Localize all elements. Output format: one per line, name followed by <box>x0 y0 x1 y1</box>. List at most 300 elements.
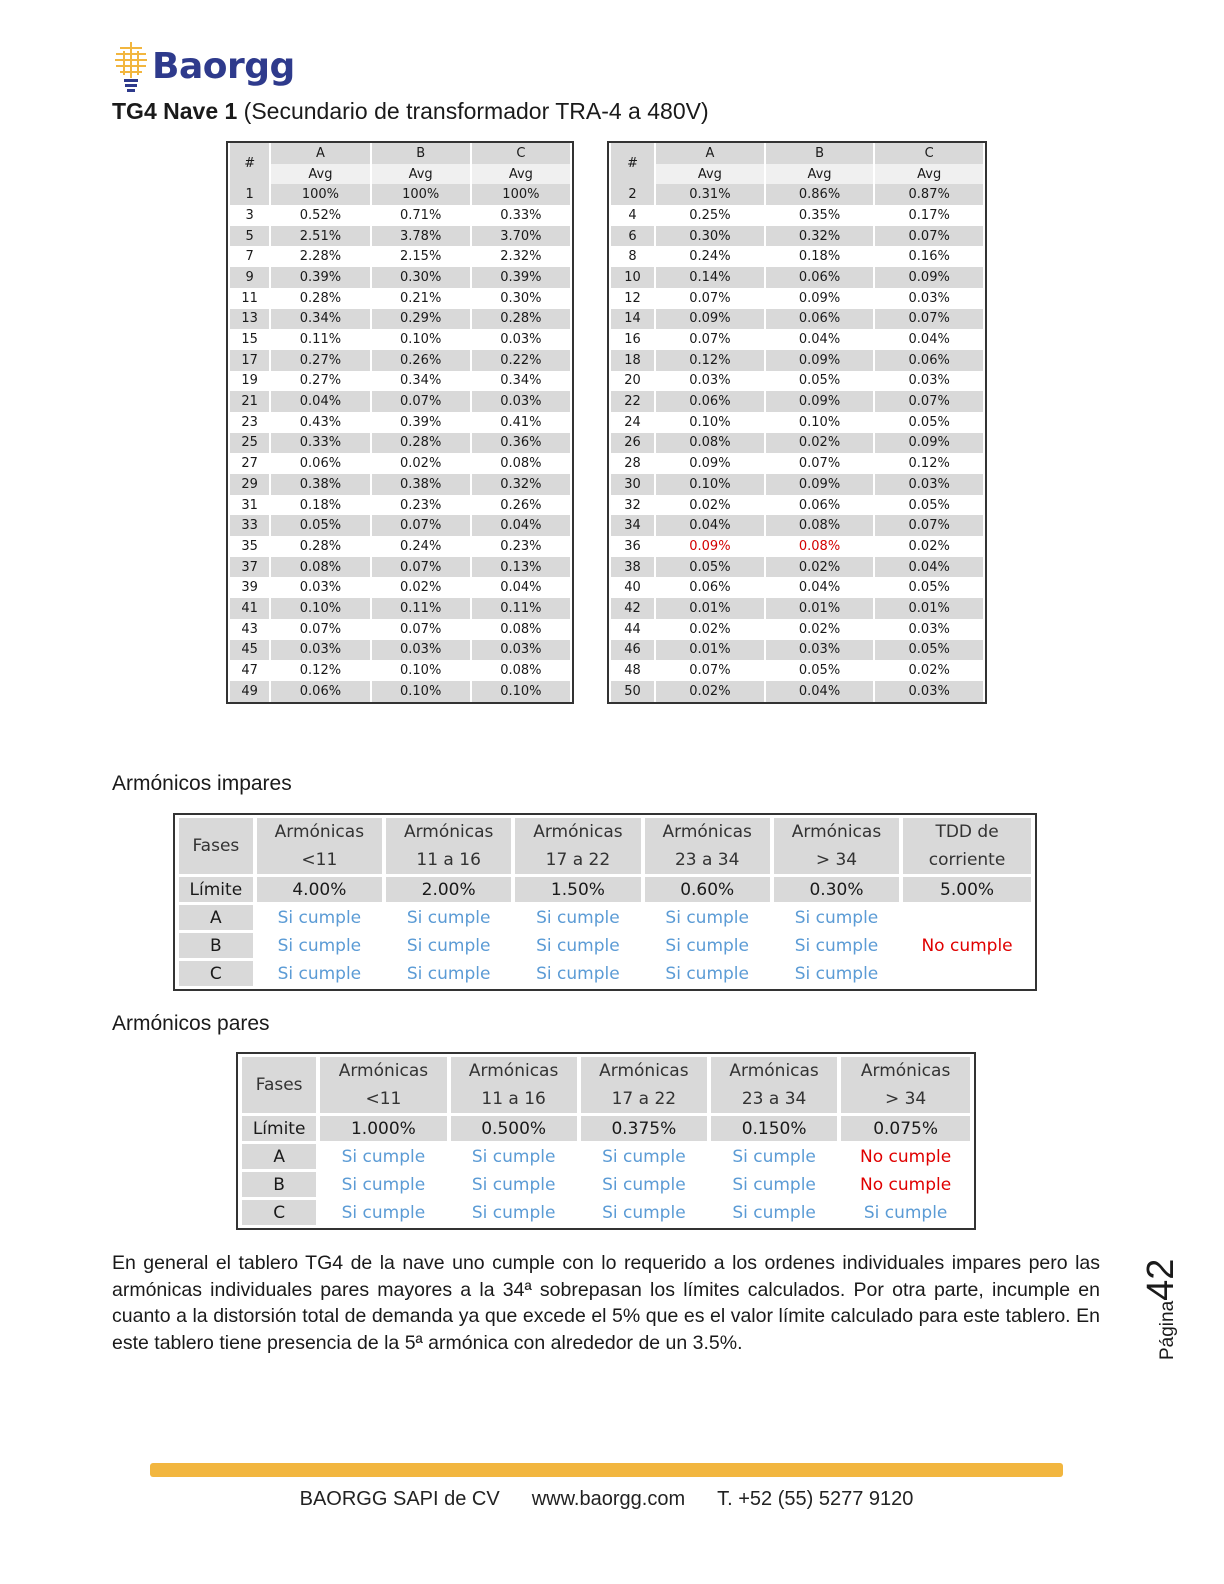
limit-label: Límite <box>179 877 253 902</box>
header-row <box>242 1057 970 1113</box>
limit-value: 4.00% <box>257 877 382 902</box>
limit-value: 0.60% <box>645 877 770 902</box>
harmonic-order: 5 <box>230 226 269 247</box>
lightbulb-icon <box>112 40 150 92</box>
phase-a-value: 0.10% <box>271 598 369 619</box>
phase-label: C <box>179 961 253 986</box>
phase-c-value: 0.07% <box>875 226 983 247</box>
col-a-avg: Avg <box>656 164 764 185</box>
phase-c-value: 0.02% <box>908 663 950 679</box>
compliance-status: No cumple <box>860 1146 952 1167</box>
table-row <box>611 495 983 516</box>
table-row <box>611 515 983 536</box>
harmonic-order: 14 <box>611 309 654 330</box>
phase-a-value: 0.01% <box>656 640 764 661</box>
phase-c-value: 0.32% <box>472 474 570 495</box>
phase-c-value: 0.03% <box>908 373 950 389</box>
phase-c-value: 3.70% <box>472 226 570 247</box>
column-header-line1: Armónicas <box>860 1061 951 1081</box>
phase-b-value: 0.06% <box>798 497 841 513</box>
compliance-status: Si cumple <box>341 1146 426 1167</box>
pares-compliance-table <box>236 1052 976 1230</box>
harmonic-order: 22 <box>611 391 654 412</box>
table-row <box>230 329 570 350</box>
impares-compliance-table <box>173 813 1037 991</box>
compliance-status: Si cumple <box>277 907 362 928</box>
table-row <box>611 205 983 226</box>
table-row <box>611 681 983 702</box>
phase-c-value: 0.05% <box>908 580 950 596</box>
page-num: 42 <box>1140 1258 1182 1301</box>
table-row <box>611 226 983 247</box>
pares-heading: Armónicos pares <box>112 1012 270 1035</box>
phase-b-value: 0.02% <box>400 456 442 472</box>
compliance-status: Si cumple <box>471 1202 556 1223</box>
phase-c-value: 0.28% <box>472 309 570 330</box>
harmonic-order: 16 <box>624 332 641 348</box>
phase-label: B <box>179 933 253 958</box>
footer-bar <box>150 1463 1063 1477</box>
column-header-line1: Armónicas <box>338 1061 429 1081</box>
phase-c-value: 0.03% <box>908 621 950 637</box>
col-b-avg: Avg <box>766 164 874 185</box>
compliance-status: Si cumple <box>536 907 620 928</box>
phase-c-value: 0.06% <box>875 350 983 371</box>
limit-value: 0.150% <box>711 1116 837 1141</box>
harmonic-order: 36 <box>624 538 641 554</box>
phase-a-value: 0.11% <box>299 332 342 348</box>
harmonic-order: 12 <box>624 290 641 306</box>
phase-label: A <box>242 1144 316 1169</box>
phase-a-value: 2.51% <box>271 226 369 247</box>
table-row <box>611 557 983 578</box>
col-c: C <box>875 143 983 164</box>
table-row <box>230 474 570 495</box>
table-row <box>611 660 983 681</box>
phase-c-value: 0.26% <box>500 497 542 513</box>
phase-c-value: 0.09% <box>875 267 983 288</box>
table-row <box>611 640 983 661</box>
compliance-status: Si cumple <box>406 935 491 956</box>
column-header-line1: Armónicas <box>403 822 494 842</box>
phase-c-value: 0.07% <box>875 309 983 330</box>
phase-a-value: 0.08% <box>656 433 764 454</box>
harmonic-order: 48 <box>624 663 641 679</box>
phase-b-value: 0.09% <box>766 350 874 371</box>
phase-row <box>179 905 1031 930</box>
phase-a-value: 0.05% <box>656 557 764 578</box>
harmonic-order: 11 <box>241 290 258 306</box>
col-a-avg: Avg <box>271 164 369 185</box>
column-header <box>581 1057 707 1113</box>
harmonic-order: 43 <box>241 621 258 637</box>
phase-b-value: 100% <box>372 184 470 205</box>
phase-a-value: 0.18% <box>299 497 342 513</box>
phase-b-value: 0.07% <box>372 515 470 536</box>
harmonic-order: 28 <box>624 456 641 472</box>
compliance-status: Si cumple <box>732 1202 816 1223</box>
phase-c-value: 0.10% <box>472 681 570 702</box>
phase-b-value: 0.07% <box>798 456 841 472</box>
column-header <box>645 818 770 874</box>
column-header-line2: 23 a 34 <box>741 1089 807 1109</box>
phase-b-value: 0.26% <box>372 350 470 371</box>
phase-a-value: 0.39% <box>271 267 369 288</box>
phase-c-value: 0.08% <box>500 621 542 637</box>
phase-b-value: 0.35% <box>798 207 841 223</box>
phase-b-value: 0.23% <box>400 497 442 513</box>
table-row <box>230 371 570 392</box>
compliance-status: Si cumple <box>732 1174 816 1195</box>
phase-b-value: 0.28% <box>372 433 470 454</box>
limit-value: 1.50% <box>515 877 640 902</box>
footer <box>150 1488 1063 1511</box>
harmonic-order: 35 <box>241 538 258 554</box>
phase-b-value: 0.21% <box>400 290 442 306</box>
phase-b-value: 0.08% <box>766 515 874 536</box>
compliance-status: Si cumple <box>406 907 491 928</box>
limit-label: Límite <box>242 1116 316 1141</box>
phase-a-value: 0.52% <box>299 207 342 223</box>
phase-a-value: 0.03% <box>271 640 369 661</box>
phase-row <box>242 1200 970 1225</box>
harmonic-order: 30 <box>611 474 654 495</box>
phase-b-value: 0.10% <box>372 681 470 702</box>
table-row <box>230 246 570 267</box>
table-row <box>611 453 983 474</box>
compliance-status: Si cumple <box>732 1146 816 1167</box>
harmonic-order: 39 <box>241 580 258 596</box>
phase-b-value: 0.34% <box>400 373 442 389</box>
phase-b-value: 0.18% <box>798 249 841 265</box>
phase-b-value: 0.05% <box>798 373 841 389</box>
table-row <box>230 619 570 640</box>
phase-a-value: 0.24% <box>689 249 731 265</box>
compliance-status: Si cumple <box>471 1146 556 1167</box>
phase-a-value: 0.07% <box>689 663 731 679</box>
col-num: # <box>611 143 654 184</box>
phase-a-value: 0.28% <box>299 538 342 554</box>
harmonic-order: 20 <box>624 373 641 389</box>
table-row <box>230 267 570 288</box>
compliance-status: Si cumple <box>277 935 362 956</box>
phase-label: A <box>179 905 253 930</box>
phase-b-value: 0.02% <box>766 433 874 454</box>
harmonic-order: 1 <box>230 184 269 205</box>
harmonic-order: 10 <box>611 267 654 288</box>
phase-a-value: 0.14% <box>656 267 764 288</box>
phase-c-value: 0.22% <box>472 350 570 371</box>
phase-b-value: 0.05% <box>798 663 841 679</box>
phase-b-value: 0.02% <box>766 557 874 578</box>
phase-b-value: 0.10% <box>400 663 442 679</box>
phase-b-value: 0.29% <box>372 309 470 330</box>
phase-b-value: 0.09% <box>766 474 874 495</box>
phase-a-value: 0.38% <box>271 474 369 495</box>
compliance-status: Si cumple <box>665 963 749 984</box>
harmonic-order: 24 <box>624 414 641 430</box>
phase-a-value: 0.27% <box>299 373 342 389</box>
phase-a-value: 0.28% <box>299 290 342 306</box>
column-header <box>841 1057 970 1113</box>
harmonic-order: 32 <box>624 497 641 513</box>
col-b-avg: Avg <box>372 164 470 185</box>
even-harmonics-body <box>611 184 983 701</box>
table-row <box>611 598 983 619</box>
col-a: A <box>271 143 369 164</box>
column-header <box>711 1057 837 1113</box>
table-row <box>230 391 570 412</box>
table-row <box>611 309 983 330</box>
column-header <box>515 818 640 874</box>
phase-a-value: 0.06% <box>299 456 342 472</box>
phase-b-value: 0.10% <box>798 414 841 430</box>
page-label: Página <box>1157 1300 1178 1360</box>
limit-value: 0.500% <box>451 1116 577 1141</box>
page-title <box>112 98 709 125</box>
footer-web[interactable]: www.baorgg.com <box>531 1488 686 1510</box>
harmonic-order: 42 <box>611 598 654 619</box>
table-row <box>611 391 983 412</box>
phase-c-value: 0.04% <box>908 332 950 348</box>
column-header <box>320 1057 446 1113</box>
harmonic-order: 17 <box>230 350 269 371</box>
compliance-status: Si cumple <box>536 963 620 984</box>
phase-b-value: 0.24% <box>400 538 442 554</box>
table-row <box>230 557 570 578</box>
phase-b-value: 0.06% <box>766 309 874 330</box>
limit-value: 0.30% <box>774 877 899 902</box>
phase-a-value: 0.12% <box>299 663 342 679</box>
harmonic-order: 38 <box>611 557 654 578</box>
column-header-line1: Armónicas <box>662 822 752 842</box>
compliance-status: Si cumple <box>602 1146 686 1167</box>
phase-a-value: 0.07% <box>689 332 731 348</box>
table-row <box>611 412 983 433</box>
phase-a-value: 0.04% <box>656 515 764 536</box>
phase-b-value: 0.07% <box>372 557 470 578</box>
column-header-line2: <11 <box>301 850 338 870</box>
page-number <box>1140 1240 1180 1360</box>
phase-a-value: 0.09% <box>656 309 764 330</box>
harmonic-order: 25 <box>230 433 269 454</box>
phase-c-value: 100% <box>472 184 570 205</box>
title-rest: (Secundario de transformador TRA-4 a 480V) <box>237 98 709 124</box>
phase-c-value: 0.08% <box>500 663 542 679</box>
column-header-line2: 11 a 16 <box>481 1089 546 1109</box>
table-row <box>230 288 570 309</box>
harmonic-order: 37 <box>230 557 269 578</box>
phase-a-value: 100% <box>271 184 369 205</box>
phase-c-value: 0.05% <box>908 414 950 430</box>
phase-a-value: 0.05% <box>271 515 369 536</box>
column-header-line1: Armónicas <box>274 822 365 842</box>
harmonic-order: 29 <box>230 474 269 495</box>
phase-label: B <box>242 1172 316 1197</box>
harmonic-order: 46 <box>611 640 654 661</box>
phase-c-value: 0.03% <box>472 640 570 661</box>
phase-b-value: 0.30% <box>372 267 470 288</box>
phase-a-value: 0.06% <box>689 580 731 596</box>
phase-b-value: 2.15% <box>400 249 442 265</box>
phase-b-value: 0.01% <box>766 598 874 619</box>
phase-c-value: 0.39% <box>472 267 570 288</box>
harmonic-order: 27 <box>241 456 258 472</box>
phase-c-value: 0.11% <box>472 598 570 619</box>
table-row <box>230 536 570 557</box>
phase-b-value: 0.86% <box>766 184 874 205</box>
phase-a-value: 0.09% <box>689 456 731 472</box>
tdd-result: No cumple <box>921 935 1013 956</box>
phase-c-value: 0.03% <box>875 474 983 495</box>
phase-b-value: 0.07% <box>400 621 442 637</box>
compliance-status: Si cumple <box>471 1174 556 1195</box>
phase-a-value: 2.28% <box>299 249 342 265</box>
phase-a-value: 0.03% <box>299 580 342 596</box>
compliance-status: Si cumple <box>794 963 879 984</box>
table-row <box>611 433 983 454</box>
table-row <box>611 619 983 640</box>
compliance-status: Si cumple <box>665 907 749 928</box>
col-a: A <box>656 143 764 164</box>
phase-row <box>242 1144 970 1169</box>
phase-a-value: 0.02% <box>689 621 731 637</box>
phase-b-value: 0.09% <box>766 391 874 412</box>
compliance-status: Si cumple <box>602 1202 686 1223</box>
harmonic-order: 34 <box>611 515 654 536</box>
harmonic-order: 26 <box>611 433 654 454</box>
table-row <box>230 515 570 536</box>
phase-c-value: 0.03% <box>908 290 950 306</box>
harmonic-order: 33 <box>230 515 269 536</box>
phase-a-value: 0.02% <box>689 497 731 513</box>
limit-value: 0.075% <box>841 1116 970 1141</box>
even-harmonics-table <box>607 141 987 704</box>
phase-b-value: 0.02% <box>400 580 442 596</box>
phase-a-value: 0.04% <box>271 391 369 412</box>
compliance-status: Si cumple <box>863 1202 948 1223</box>
phase-c-value: 0.03% <box>875 681 983 702</box>
tdd-limit: 5.00% <box>903 877 1031 902</box>
compliance-status: Si cumple <box>665 935 749 956</box>
column-header <box>386 818 511 874</box>
harmonic-order: 47 <box>241 663 258 679</box>
phase-c-value: 0.17% <box>908 207 950 223</box>
phase-b-value: 0.03% <box>766 640 874 661</box>
phase-a-value: 0.43% <box>299 414 342 430</box>
column-header-line2: > 34 <box>815 850 858 870</box>
table-row <box>611 350 983 371</box>
phase-label: C <box>242 1200 316 1225</box>
brand-name: Baorgg <box>152 45 295 87</box>
footer-phone: T. +52 (55) 5277 9120 <box>717 1488 914 1510</box>
phase-c-value: 2.32% <box>500 249 542 265</box>
phase-b-value: 0.03% <box>372 640 470 661</box>
phase-c-value: 0.01% <box>875 598 983 619</box>
column-header <box>257 818 382 874</box>
column-header-line2: 11 a 16 <box>416 850 481 870</box>
compliance-status: No cumple <box>860 1174 952 1195</box>
compliance-status: Si cumple <box>602 1174 686 1195</box>
harmonic-order: 19 <box>241 373 258 389</box>
phase-c-value: 0.04% <box>472 515 570 536</box>
harmonic-order: 15 <box>241 332 258 348</box>
limit-value: 2.00% <box>386 877 511 902</box>
table-row <box>230 226 570 247</box>
phase-a-value: 0.01% <box>656 598 764 619</box>
harmonic-order: 40 <box>624 580 641 596</box>
phase-a-value: 0.07% <box>689 290 731 306</box>
table-row <box>611 371 983 392</box>
table-row <box>230 412 570 433</box>
phase-a-value: 0.06% <box>271 681 369 702</box>
column-header-line2: 17 a 22 <box>545 850 611 870</box>
phase-b-value: 0.09% <box>798 290 841 306</box>
phase-c-value: 0.05% <box>875 640 983 661</box>
tdd-header-line2: corriente <box>928 850 1006 870</box>
phase-b-value: 0.02% <box>798 621 841 637</box>
table-row <box>230 598 570 619</box>
harmonic-order: 41 <box>230 598 269 619</box>
phase-c-value: 0.36% <box>472 433 570 454</box>
harmonic-order: 23 <box>241 414 258 430</box>
phase-c-value: 0.12% <box>908 456 950 472</box>
harmonic-order: 7 <box>245 249 254 265</box>
header-row <box>179 818 1031 874</box>
phase-c-value: 0.02% <box>908 538 950 554</box>
phase-a-value: 0.25% <box>689 207 731 223</box>
column-header-line2: > 34 <box>884 1089 927 1109</box>
phase-a-value: 0.08% <box>271 557 369 578</box>
tdd-header <box>903 818 1031 874</box>
phase-row <box>242 1172 970 1197</box>
phase-b-value: 0.08% <box>798 538 841 554</box>
harmonic-order: 31 <box>241 497 258 513</box>
column-header-line2: 23 a 34 <box>674 850 740 870</box>
col-c-avg: Avg <box>472 164 570 185</box>
phase-c-value: 0.09% <box>875 433 983 454</box>
column-header-line1: Armónicas <box>791 822 882 842</box>
phase-b-value: 0.04% <box>766 681 874 702</box>
table-row <box>611 474 983 495</box>
column-header-line1: Armónicas <box>599 1061 689 1081</box>
phase-c-value: 0.87% <box>875 184 983 205</box>
table-row <box>611 267 983 288</box>
pares-body <box>242 1057 970 1225</box>
table-row <box>230 495 570 516</box>
phase-b-value: 0.71% <box>400 207 442 223</box>
limit-value: 0.375% <box>581 1116 707 1141</box>
phase-a-value: 0.34% <box>271 309 369 330</box>
table-row <box>230 453 570 474</box>
col-c: C <box>472 143 570 164</box>
table-row <box>230 660 570 681</box>
phase-c-value: 0.03% <box>500 332 542 348</box>
column-header-line2: 17 a 22 <box>611 1089 677 1109</box>
phase-a-value: 0.03% <box>689 373 731 389</box>
harmonic-order: 6 <box>611 226 654 247</box>
phase-c-value: 0.04% <box>875 557 983 578</box>
phase-c-value: 0.03% <box>472 391 570 412</box>
harmonic-order: 3 <box>245 207 254 223</box>
fases-header: Fases <box>242 1057 316 1113</box>
harmonic-order: 18 <box>611 350 654 371</box>
phase-a-value: 0.31% <box>656 184 764 205</box>
col-b: B <box>766 143 874 164</box>
compliance-status: Si cumple <box>341 1174 426 1195</box>
phase-a-value: 0.10% <box>656 474 764 495</box>
compliance-status: Si cumple <box>794 935 879 956</box>
